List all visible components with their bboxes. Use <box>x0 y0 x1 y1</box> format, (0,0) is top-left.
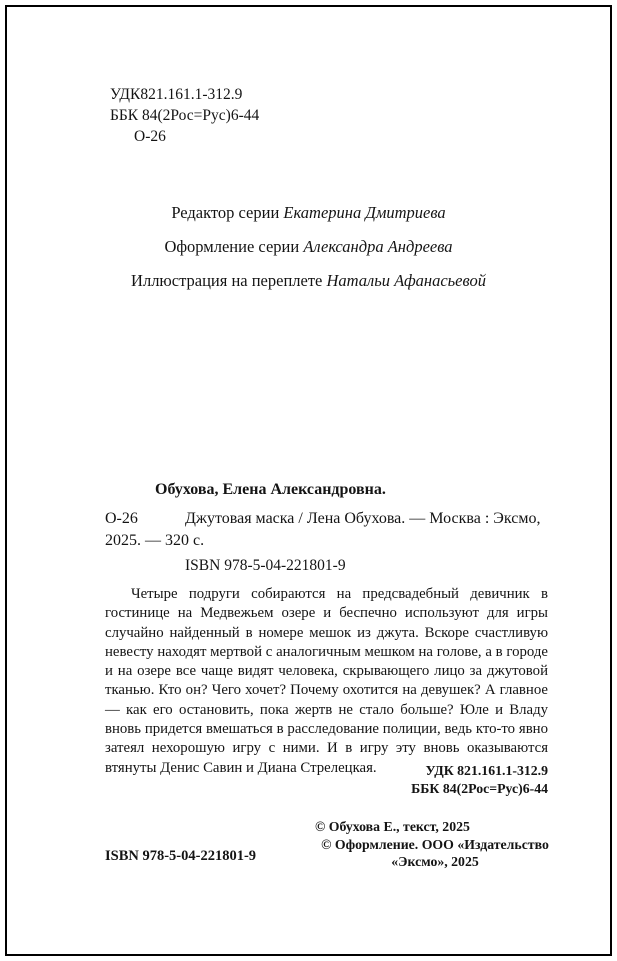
credit-person-name: Александра Андреева <box>303 237 453 256</box>
copyright-block <box>315 818 555 871</box>
udk-right-line: УДК 821.161.1-312.9 <box>425 763 548 778</box>
bbk-right-line: ББК 84(2Рос=Рус)6-44 <box>411 780 548 796</box>
credit-person-name: Екатерина Дмитриева <box>283 203 446 222</box>
author-sign-entry: О-26 <box>105 510 138 527</box>
credit-role: Редактор серии <box>171 203 284 222</box>
credit-cover-illustration <box>0 270 617 291</box>
credit-series-editor <box>0 202 617 223</box>
bibliographic-entry: Джутовая маска / Лена Обухова. — Москва : Эксмо, 2025. — 320 с. <box>105 510 541 549</box>
series-credits <box>0 202 617 304</box>
author-heading: Обухова, Елена Александровна. <box>155 481 386 498</box>
isbn-bottom: ISBN 978-5-04-221801-9 <box>105 848 257 864</box>
classification-block-top <box>110 84 259 147</box>
classification-block-right <box>411 762 548 797</box>
annotation-paragraph: Четыре подруги собираются на предсвадебный девичник в гостинице на Медвежьем озере и беспечно используют для игры случайно найденный в номере мешок из джута. Вскоре счастливую невесту находят мертвой с аналогичным мешком на голове, а в городе и на озере все чаще видят человека, скрывающего лицо за джутовой тканью. Кто он? Чего хочет? Почему охотится на девушек? А главное — как его остановить, пока жертв не стало больше? Юле и Владу вновь придется вмешаться в расследование полиции, ведь кто-то явно затеял нехорошую игру с ними. И в игру эту вновь оказываются втянуты Денис Савин и Диана Стрелецкая. <box>105 586 548 776</box>
credit-person-name: Натальи Афанасьевой <box>326 271 486 290</box>
credit-series-design <box>0 236 617 257</box>
isbn-catalog: ISBN 978-5-04-221801-9 <box>185 557 346 574</box>
credit-role: Иллюстрация на переплете <box>131 271 327 290</box>
author-sign-top: О-26 <box>134 128 166 145</box>
copyright-text-line: © Обухова Е., текст, 2025 <box>315 819 470 834</box>
copyright-design-line: © Оформление. ООО «Издательство «Эксмо», 2025 <box>321 836 549 869</box>
udk-top-line: УДК821.161.1-312.9 <box>110 86 243 103</box>
bbk-top-line: ББК 84(2Рос=Рус)6-44 <box>110 107 260 124</box>
credit-role: Оформление серии <box>164 237 304 256</box>
